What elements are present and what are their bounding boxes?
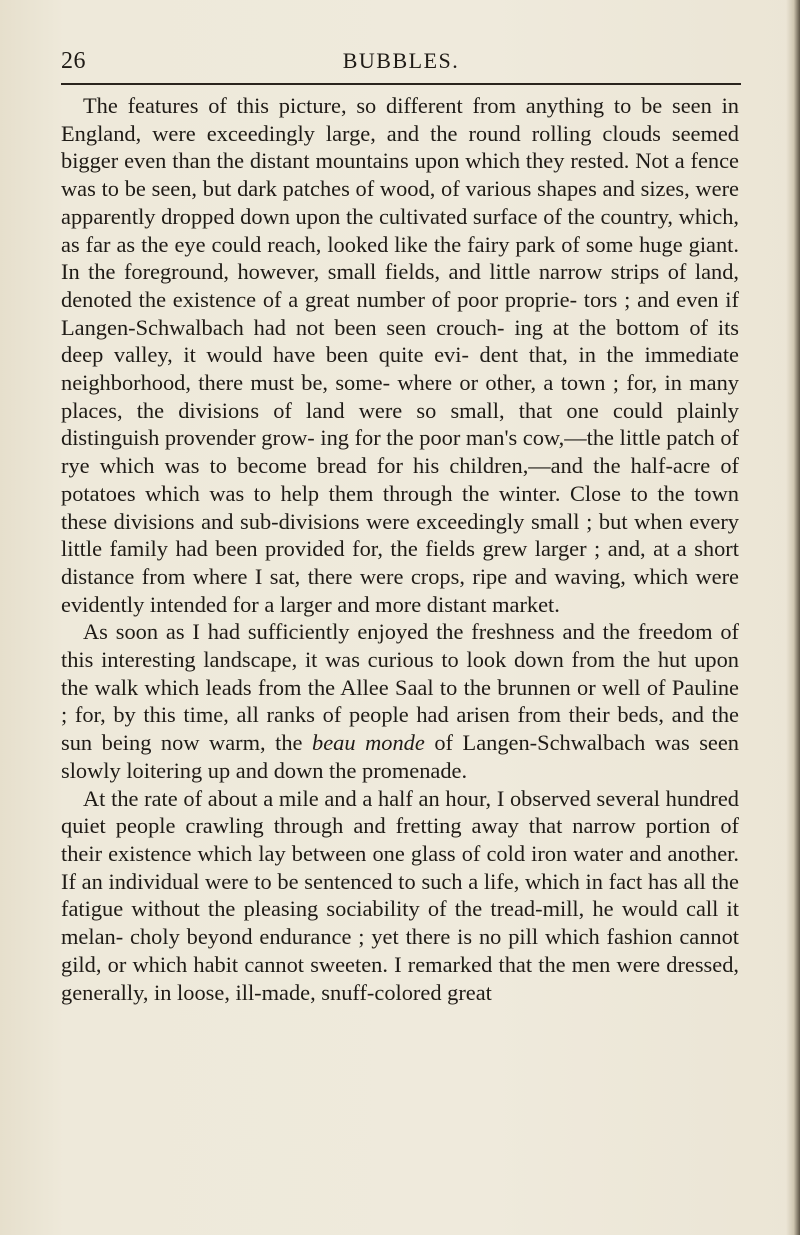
header-rule <box>61 83 741 85</box>
paragraph-text: of Langen-Schwalbach was seen slowly loitering up and down the promenade. <box>61 730 739 783</box>
paragraph: At the rate of about a mile and a half an hour, I observed several hundred quiet people crawling through and fretting away that narrow portion of their existence which lay between one glass of cold iron water and another. If an individual were to be sentenced to such a life, which in fact has all the fatigue without the pleasing sociability of the tread-mill, he would call it melan- choly beyond endurance ; yet there is no pill which fashion cannot gild, or which habit cannot sweeten. I remarked that the men were dressed, generally, in loose, ill-made, snuff-colored great <box>61 785 739 1005</box>
running-head: BUBBLES. <box>342 48 460 73</box>
page-number: 26 <box>61 48 86 74</box>
paragraph-text: As soon as I had sufficiently enjoyed the freshness and the freedom of this interesting landscape, it was curious to look down from the hut upon the walk which leads from the Allee Saal to the brunnen or well of Pauline ; for, by this time, all ranks of people had arisen from their beds, and the sun being now warm, the <box>61 619 739 756</box>
page-header <box>61 48 741 78</box>
italic-phrase: beau monde <box>312 730 425 756</box>
paragraph <box>61 618 739 784</box>
page-edge-shadow <box>786 0 800 1235</box>
body-text <box>61 92 739 1006</box>
paragraph: The features of this picture, so different from anything to be seen in England, were exceedingly large, and the round rolling clouds seemed bigger even than the distant mountains upon which they rested. Not a fence was to be seen, but dark patches of wood, of various shapes and sizes, were apparently dropped down upon the cultivated surface of the country, which, as far as the eye could reach, looked like the fairy park of some huge giant. In the foreground, however, small fields, and little narrow strips of land, denoted the existence of a great number of poor proprie- tors ; and even if Langen-Schwalbach had not been seen crouch- ing at the bottom of its deep valley, it would have been quite evi- dent that, in the immediate neighborhood, there must be, some- where or other, a town ; for, in many places, the divisions of land were so small, that one could plainly distinguish provender grow- ing for the poor man's cow,—the little patch of rye which was to become bread for his children,—and the half-acre of potatoes which was to help them through the winter. Close to the town these divisions and sub-divisions were exceedingly small ; but when every little family had been provided for, the fields grew larger ; and, at a short distance from where I sat, there were crops, ripe and waving, which were evidently intended for a larger and more distant market. <box>61 93 739 617</box>
